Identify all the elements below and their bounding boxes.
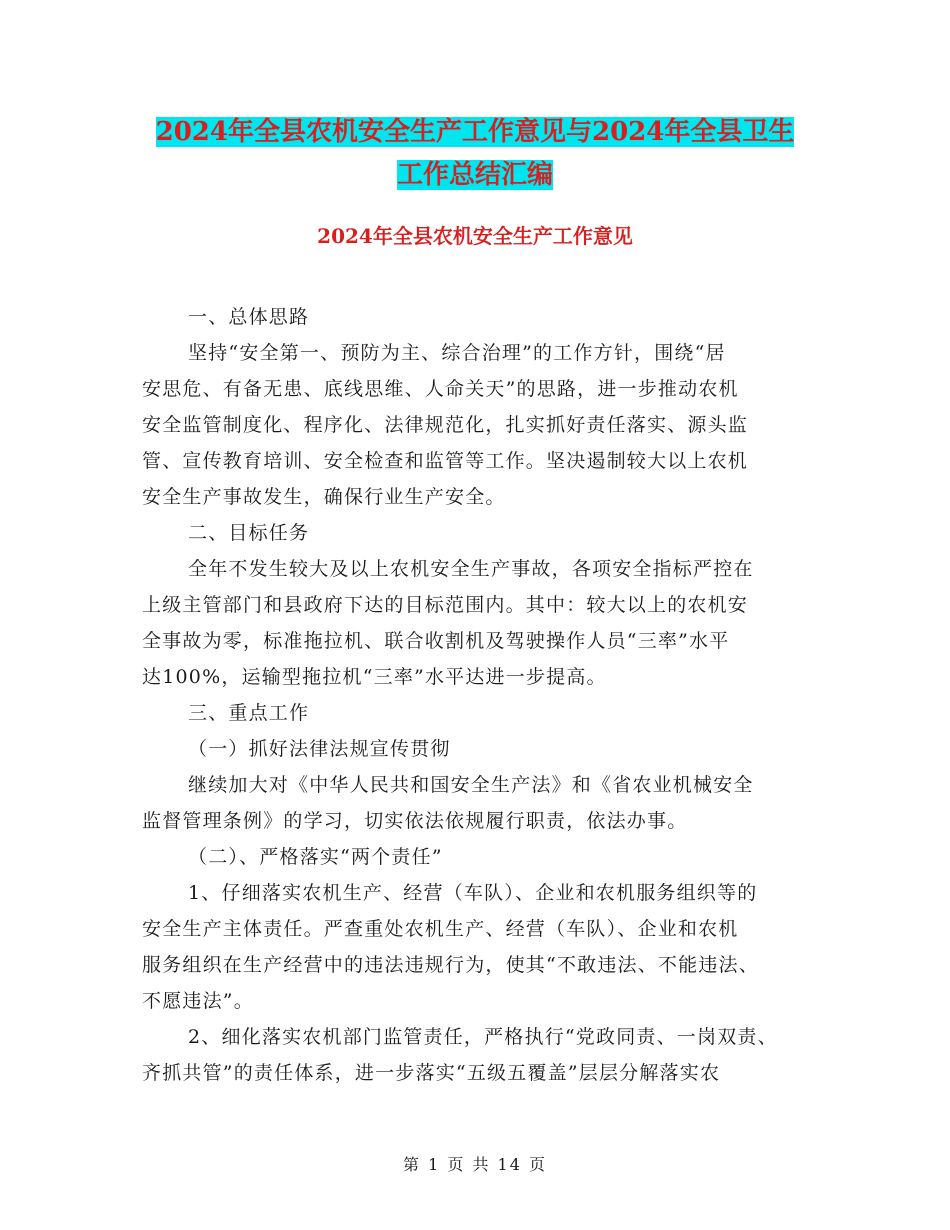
document-title-line-1 [0,110,950,154]
paragraph-line: 达100%，运输型拖拉机“三率”水平达进一步提高。 [142,666,607,688]
paragraph-line: 监督管理条例》的学习，切实依法依规履行职责，依法办事。 [142,810,688,832]
paragraph [142,695,822,731]
paragraph-line: 三、重点工作 [188,702,310,724]
paragraph-line: 一、总体思路 [188,306,310,328]
paragraph-line: 安思危、有备无患、底线思维、人命关天”的思路，进一步推动农机 [142,378,739,400]
paragraph [142,767,822,839]
paragraph-line: 管、宣传教育培训、安全检查和监管等工作。坚决遏制较大以上农机 [142,450,749,472]
paragraph-line: 继续加大对《中华人民共和国安全生产法》和《省农业机械安全 [188,774,754,796]
paragraph [142,875,822,1019]
paragraph-line: 全年不发生较大及以上农机安全生产事故，各项安全指标严控在 [188,558,754,580]
paragraph [142,1019,822,1091]
paragraph-line: 1、仔细落实农机生产、经营（车队）、企业和农机服务组织等的 [188,882,758,904]
document-title-text-1: 2024年全县农机安全生产工作意见与2024年全县卫生 [155,117,795,147]
paragraph-line: 齐抓共管”的责任体系，进一步落实“五级五覆盖”层层分解落实农 [142,1062,721,1084]
paragraph [142,299,822,335]
section-title: 2024年全县农机安全生产工作意见 [317,224,633,248]
paragraph-line: 安全监管制度化、程序化、法律规范化，扎实抓好责任落实、源头监 [142,414,749,436]
paragraph-line: 2、细化落实农机部门监管责任，严格执行“党政同责、一岗双责、 [188,1026,778,1048]
paragraph [142,515,822,551]
paragraph [142,335,822,515]
paragraph-line: 二、目标任务 [188,522,310,544]
paragraph-line: 上级主管部门和县政府下达的目标范围内。其中：较大以上的农机安 [142,594,749,616]
document-title-line-2 [0,153,950,197]
page-number-footer: 第 1 页 共 14 页 [403,1155,547,1174]
paragraph-line: 不愿违法”。 [142,990,254,1012]
paragraph-line: 服务组织在生产经营中的违法违规行为，使其“不敢违法、不能违法、 [142,954,759,976]
paragraph [142,731,822,767]
paragraph-line: （二）、严格落实“两个责任” [188,846,443,868]
paragraph-line: 安全生产事故发生，确保行业生产安全。 [142,486,506,508]
paragraph-line: 坚持“安全第一、预防为主、综合治理”的工作方针，围绕“居 [188,342,726,364]
document-title-text-2: 工作总结汇编 [396,160,553,190]
paragraph [142,839,822,875]
paragraph [142,551,822,695]
paragraph-line: 全事故为零，标准拖拉机、联合收割机及驾驶操作人员“三率”水平 [142,630,730,652]
paragraph-line: 安全生产主体责任。严查重处农机生产、经营（车队）、企业和农机 [142,918,739,940]
paragraph-line: （一）抓好法律法规宣传贯彻 [188,738,451,760]
